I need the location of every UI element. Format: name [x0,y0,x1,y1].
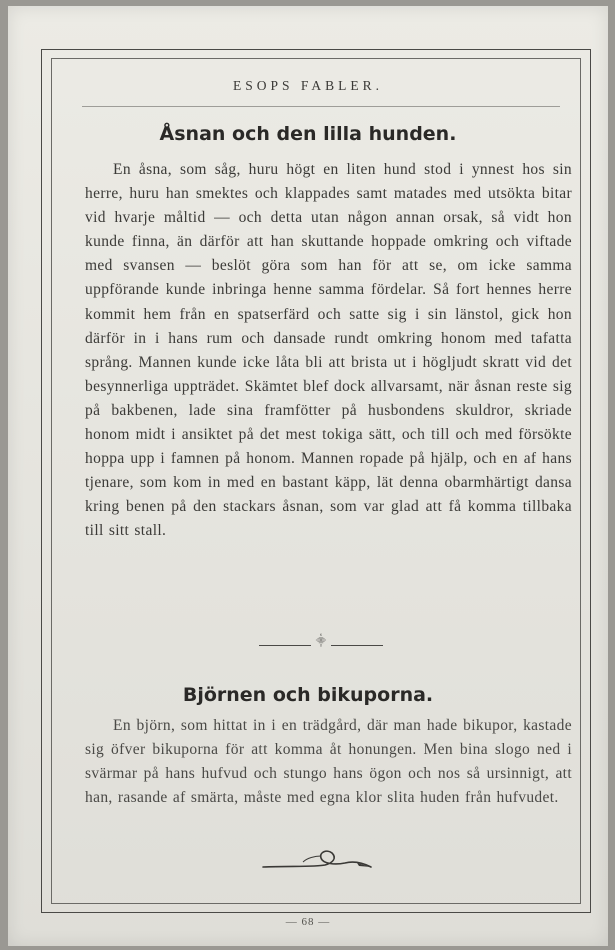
fable-text-bjornen: En björn, som hittat in i en trädgård, där man hade bikupor, kastade sig öfver bikuporna för att komma åt honungen. Men bina slogo ned i svärmar på hans hufvud och stungo hans ögon och nos så ursinnigt, att han, rasande af smärta, måste med egna klor slita huden från hufvudet. [85,717,572,807]
fable-title-bjornen: Björnen och bikuporna. [182,684,434,706]
tailpiece-flourish-icon [261,846,373,872]
divider-ornament-icon: ⸎ [315,636,327,647]
fable-title-asnan: Åsnan och den lilla hunden. [159,123,457,145]
header-rule [82,106,560,107]
divider-line-right [331,645,383,646]
divider-line-left [259,645,311,646]
page-number: — 68 — [285,916,331,928]
running-header: ESOPS FABLER. [232,78,384,93]
section-divider [259,636,383,650]
fable-text-asnan: En åsna, som såg, huru högt en liten hund stod i ynnest hos sin herre, huru han smektes och klappades samt matades med utsökta bitar vid hvarje måltid — och detta utan någon annan orsak, så vidt hon kunde finna, än därför att han skuttande hoppade omkring och viftade med svansen — beslöt göra som han för att se, om icke samma uppförande kunde inbringa henne samma fördelar. Så fort hennes herre kommit hem från en spatserfärd och satte sig i sin länstol, gick hon därför in i hans rum och dansade rundt omkring honom med tafatta språng. Mannen kunde icke låta bli att brista ut i högljudt skratt vid det besynnerliga uppträdet. Skämtet blef dock allvarsamt, när åsnan reste sig på bakbenen, lade sina framfötter på husbondens skuldror, skriade honom midt i ansiktet på det mest tokiga sätt, och till och med försökte hoppa upp i famnen på honom. Mannen ropade på hjälp, och en af hans tjenare, som kom in med en bastant käpp, lät denna obarmhärtigt dansa kring benen på den stackars åsnan, som var glad att få komma tillbaka till sitt stall. [85,161,572,540]
book-page [8,6,608,946]
